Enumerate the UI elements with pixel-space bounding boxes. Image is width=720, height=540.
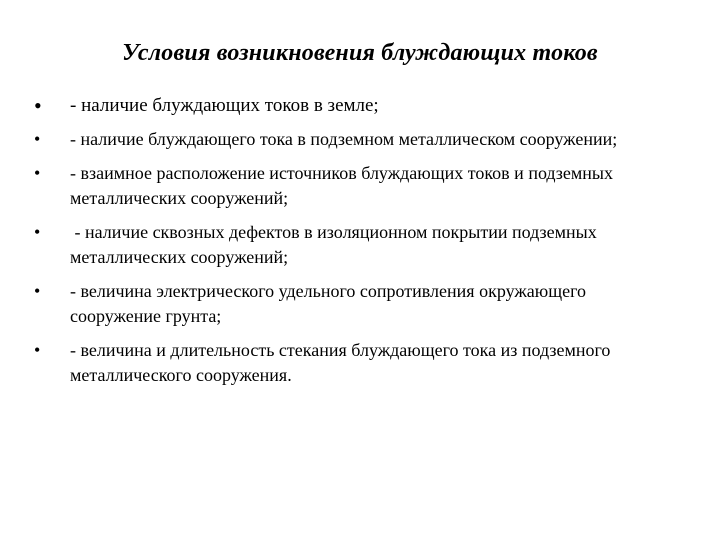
slide-title: Условия возникновения блуждающих токов [122,40,598,66]
bullet-icon: • [34,281,41,301]
list-item [34,279,674,329]
bullet-icon: • [34,222,41,242]
bullet-list [34,92,674,397]
list-item-text: - взаимное расположение источников блуждающих токов и подземных металлических сооружений; [70,163,614,208]
bullet-icon: • [34,129,41,149]
list-item-text: - величина и длительность стекания блуждающего тока из подземного металлического сооружения. [70,340,611,385]
list-item [34,127,674,152]
list-item-text: - наличие блуждающих токов в земле; [70,95,379,116]
list-item-text: - наличие блуждающего тока в подземном металлическом сооружении; [70,129,618,149]
bullet-icon: • [34,93,42,118]
list-item-text: - наличие сквозных дефектов в изоляционном покрытии подземных металлических сооружений; [70,222,602,267]
list-item [34,161,674,211]
list-item [34,338,674,388]
list-item [34,92,674,119]
list-item [34,220,674,270]
list-item-text: - величина электрического удельного сопротивления окружающего сооружение грунта; [70,281,587,326]
bullet-icon: • [34,340,41,360]
bullet-icon: • [34,163,41,183]
